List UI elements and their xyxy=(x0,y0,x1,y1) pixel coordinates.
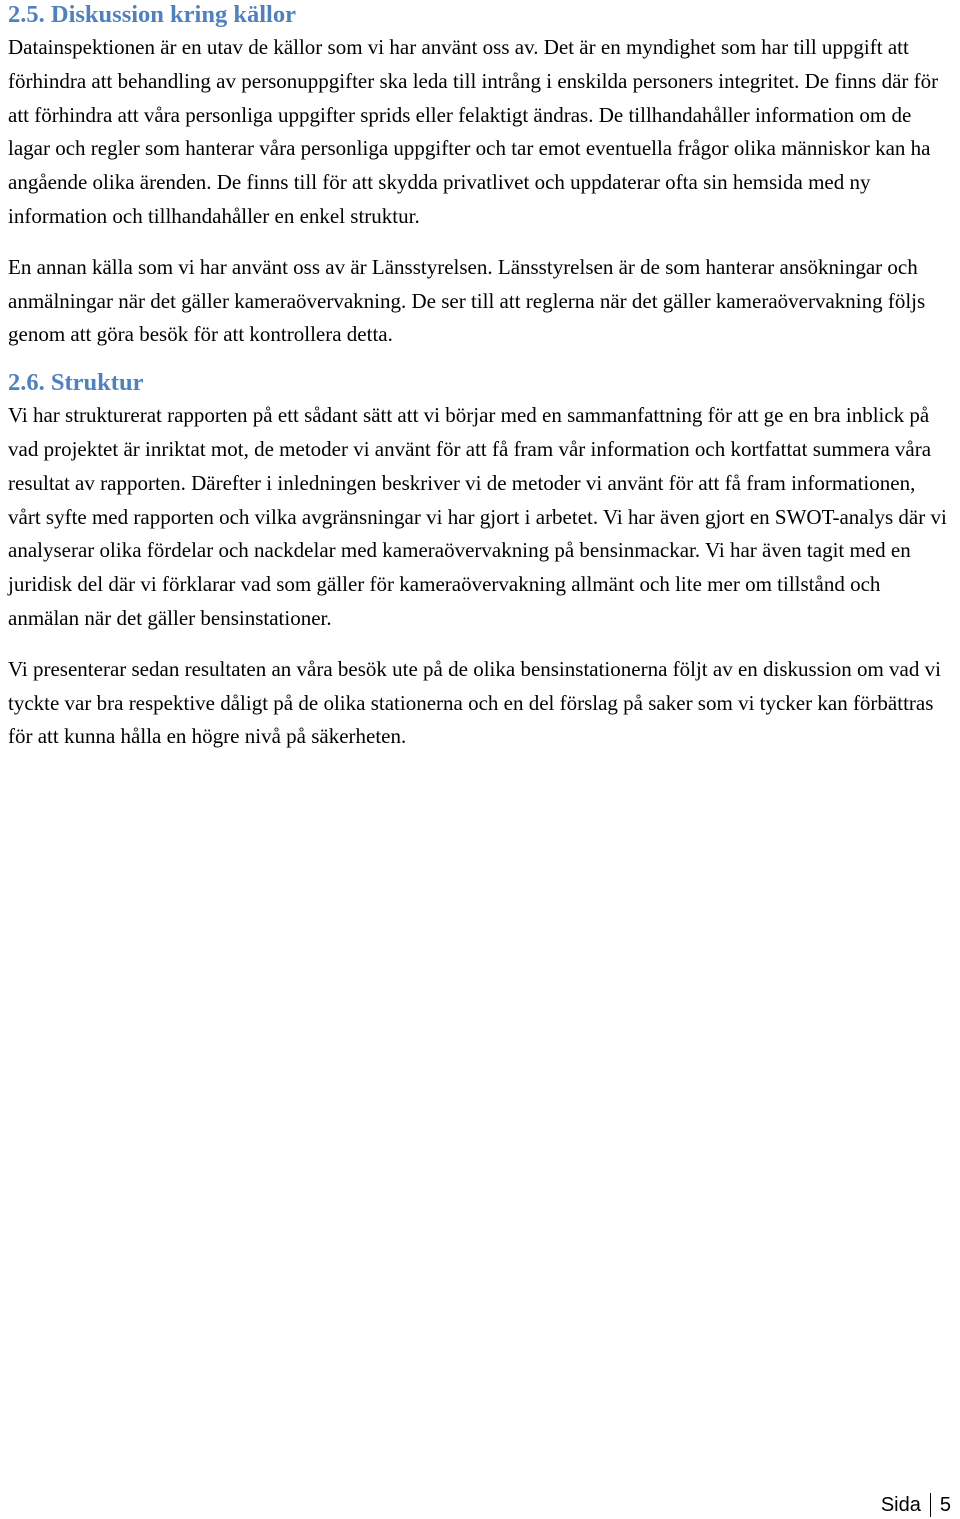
footer-divider xyxy=(930,1493,931,1517)
page-number: 5 xyxy=(939,1494,951,1516)
page-label: Sida xyxy=(880,1494,921,1516)
section-heading-2-5: 2.5. Diskussion kring källor xyxy=(8,1,296,28)
paragraph-resultat: Vi presenterar sedan resultaten an våra besök ute på de olika bensinstationerna följt av en diskussion om vad vi tyckte var bra respektive dåligt på de olika stationerna och en del förslag på saker som vi tycker kan förbättras för att kunna hålla en högre nivå på säkerheten. xyxy=(8,656,941,749)
paragraph-lansstyrelsen: En annan källa som vi har använt oss av är Länsstyrelsen. Länsstyrelsen är de som hanterar ansökningar och anmälningar när det gäller kameraövervakning. De ser till att reglerna när det gäller kameraövervakning följs genom att göra besök för att kontrollera detta. xyxy=(8,254,926,347)
paragraph-datainspektionen: Datainspektionen är en utav de källor som vi har använt oss av. Det är en myndighet som har till uppgift att förhindra att behandling av personuppgifter ska leda till intrång i enskilda personers integritet. De finns där för att förhindra att våra personliga uppgifter sprids eller felaktigt ändras. De tillhandahåller information om de lagar och regler som hanterar våra personliga uppgifter och tar emot eventuella frågor olika människor kan ha angående olika ärenden. De finns till för att skydda privatlivet och uppdaterar ofta sin hemsida med ny information och tillhandahåller en enkel struktur. xyxy=(8,35,939,228)
document-body xyxy=(8,0,953,754)
paragraph-struktur: Vi har strukturerat rapporten på ett sådant sätt att vi börjar med en sammanfattning för att ge en bra inblick på vad projektet är inriktat mot, de metoder vi använt för att få fram vår information och kortfattat summera våra resultat av rapporten. Därefter i inledningen beskriver vi de metoder vi använt för att få fram informationen, vårt syfte med rapporten och vilka avgränsningar vi har gjort i arbetet. Vi har även gjort en SWOT-analys där vi analyserar olika fördelar och nackdelar med kameraövervakning på bensinmackar. Vi har även tagit med en juridisk del där vi förklarar vad som gäller för kameraövervakning allmänt och lite mer om tillstånd och anmälan när det gäller bensinstationer. xyxy=(8,403,947,630)
section-heading-2-6: 2.6. Struktur xyxy=(8,369,144,397)
page-footer xyxy=(881,1491,951,1519)
